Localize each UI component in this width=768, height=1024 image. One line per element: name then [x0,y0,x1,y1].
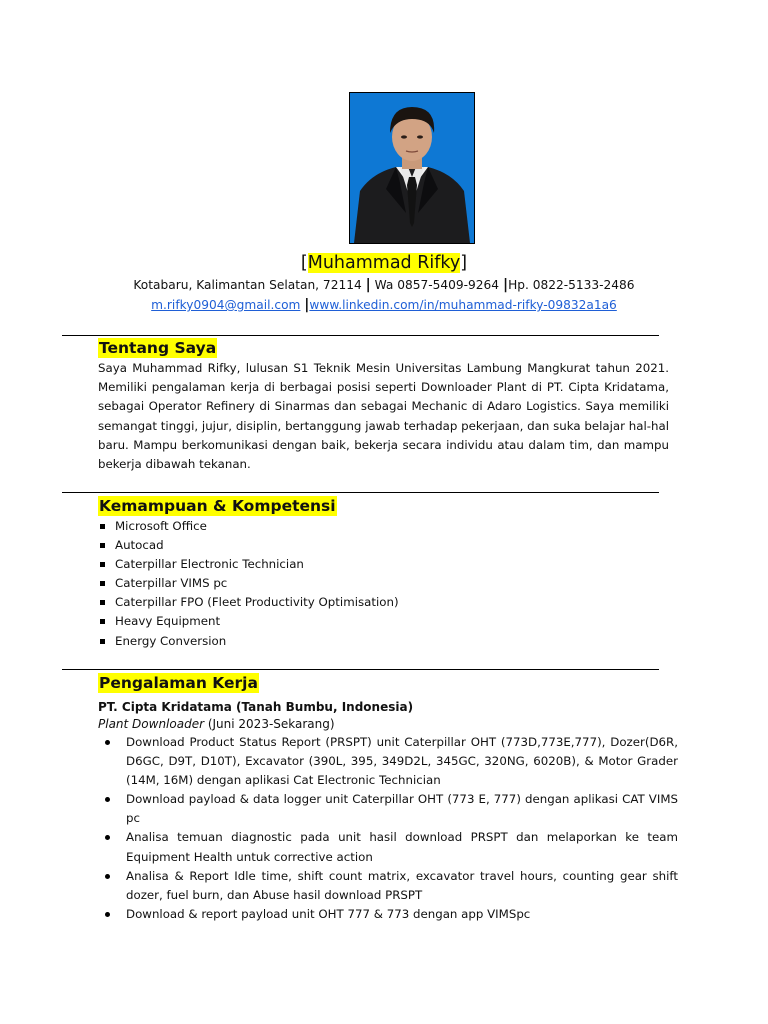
section-title-about: Tentang Saya [99,339,217,357]
location-text: Kotabaru, Kalimantan Selatan, 72114 [133,278,362,292]
separator: | [502,277,509,293]
profile-photo-illustration [350,93,474,243]
linkedin-link[interactable]: www.linkedin.com/in/muhammad-rifky-09832a1a6 [309,298,617,312]
duty-item: Analisa & Report Idle time, shift count matrix, excavator travel hours, counting gear shift dozer, fuel burn, dan Abuse hasil download PRSPT [98,867,678,905]
duty-item: Download Product Status Report (PRSPT) unit Caterpillar OHT (773D,773E,777), Dozer(D6R, D6GC, D9T, D10T), Excavator (390L, 395, 349D2L, 345GC, 320NG, 6020B), & Motor Grader (14M, 16M) dengan aplikasi Cat Electronic Technician [98,733,678,790]
name-bracket-open: [ [300,253,308,273]
candidate-name [0,252,768,274]
job-role-line [98,715,335,733]
duty-item: Download & report payload unit OHT 777 & 773 dengan app VIMSpc [98,905,678,924]
separator: | [304,297,310,313]
links-line [0,296,768,314]
company-name: PT. Cipta Kridatama (Tanah Bumbu, Indonesia) [98,700,414,714]
email-link[interactable]: m.rifky0904@gmail.com [151,298,301,312]
section-divider [62,492,659,493]
about-paragraph: Saya Muhammad Rifky, lulusan S1 Teknik Mesin Universitas Lambung Mangkurat tahun 2021. Memiliki pengalaman kerja di berbagai posisi seperti Downloader Plant di PT. Cipta Kridatama, sebagai Operator Refinery di Sinarmas dan sebagai Mechanic di Adaro Logistics. Saya memiliki semangat tinggi, jujur, disiplin, bertanggung jawab terhadap pekerjaan, dan suka belajar hal-hal baru. Mampu berkomunikasi dengan baik, bekerja secara individu atau dalam tim, dan mampu bekerja dibawah tekanan. [98,361,669,472]
job-period: (Juni 2023-Sekarang) [204,717,335,731]
duty-item: Analisa temuan diagnostic pada unit hasil download PRSPT dan melaporkan ke team Equipment Health untuk corrective action [98,828,678,866]
skill-item: Caterpillar VIMS pc [98,574,399,593]
section-divider [62,335,659,336]
skill-item: Heavy Equipment [98,612,399,631]
duties-list [98,733,678,924]
duty-item: Download payload & data logger unit Caterpillar OHT (773 E, 777) dengan aplikasi CAT VIMS pc [98,790,678,828]
skill-item: Microsoft Office [98,517,399,536]
section-title-skills: Kemampuan & Kompetensi [99,497,336,515]
profile-photo [349,92,475,244]
whatsapp-text: Wa 0857-5409-9264 [374,278,500,292]
skill-item: Autocad [98,536,399,555]
contact-line [0,276,768,294]
phone-text: Hp. 0822-5133-2486 [508,278,635,292]
section-title-experience: Pengalaman Kerja [99,674,258,692]
separator: | [365,277,371,293]
name-bracket-close: ] [460,253,468,273]
job-title: Plant Downloader [98,717,205,731]
section-divider [62,669,659,670]
skill-item: Caterpillar FPO (Fleet Productivity Optimisation) [98,593,399,612]
skill-item: Energy Conversion [98,632,399,651]
skill-item: Caterpillar Electronic Technician [98,555,399,574]
skills-list [98,517,399,651]
name-text: Muhammad Rifky [307,253,461,273]
